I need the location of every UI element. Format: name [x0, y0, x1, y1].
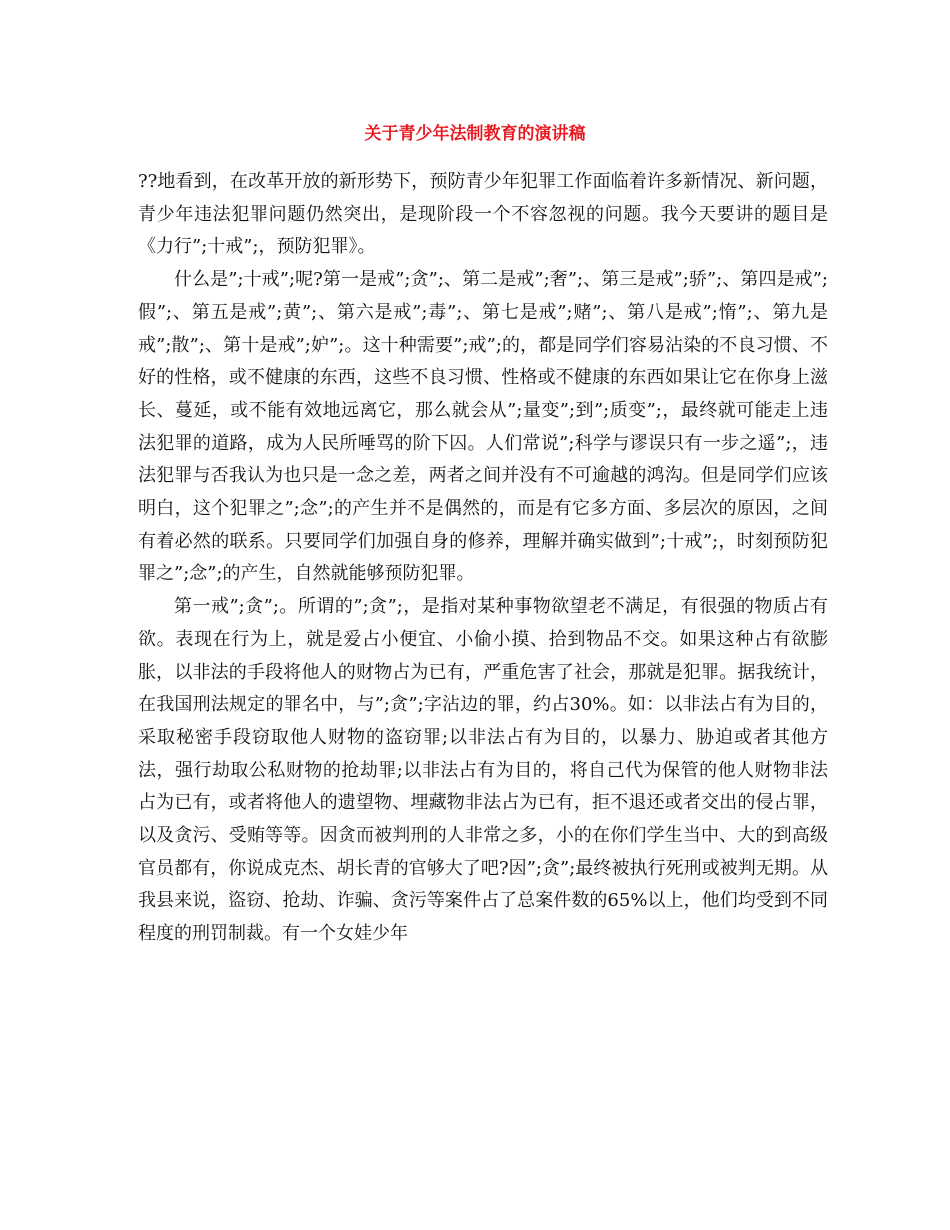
document-body — [138, 166, 828, 951]
paragraph-2: 什么是”;十戒”;呢?第一是戒”;贪”;、第二是戒”;奢”;、第三是戒”;骄”;、第四是戒”;假”;、第五是戒”;黄”;、第六是戒”;毒”;、第七是戒”;赌”;、第八是戒”;惰”;、第九是戒”;散”;、第十是戒”;妒”;。这十种需要”;戒”;的，都是同学们容易沾染的不良习惯、不好的性格，或不健康的东西，这些不良习惯、性格或不健康的东西如果让它在你身上滋长、蔓延，或不能有效地远离它，那么就会从”;量变”;到”;质变”;，最终就可能走上违法犯罪的道路，成为人民所唾骂的阶下囚。人们常说”;科学与谬误只有一步之遥”;，违法犯罪与否我认为也只是一念之差，两者之间并没有不可逾越的鸿沟。但是同学们应该明白，这个犯罪之”;念”;的产生并不是偶然的，而是有它多方面、多层次的原因，之间有着必然的联系。只要同学们加强自身的修养，理解并确实做到”;十戒”;，时刻预防犯罪之”;念”;的产生，自然就能够预防犯罪。 — [138, 269, 828, 585]
page-title: 关于青少年法制教育的演讲稿 — [364, 124, 586, 144]
paragraph-3: 第一戒”;贪”;。所谓的”;贪”;，是指对某种事物欲望老不满足，有很强的物质占有欲。表现在行为上，就是爱占小便宜、小偷小摸、拾到物品不交。如果这种占有欲膨胀，以非法的手段将他人的财物占为已有，严重危害了社会，那就是犯罪。据我统计，在我国刑法规定的罪名中，与”;贪”;字沾边的罪，约占30%。如：以非法占有为目的，采取秘密手段窃取他人财物的盗窃罪;以非法占有为目的，以暴力、胁迫或者其他方法，强行劫取公私财物的抢劫罪;以非法占有为目的，将自己代为保管的他人财物非法占为已有，或者将他人的遗望物、埋藏物非法占为已有，拒不退还或者交出的侵占罪，以及贪污、受贿等等。因贪而被判刑的人非常之多，小的在你们学生当中、大的到高级官员都有，你说成克杰、胡长青的官够大了吧?因”;贪”;最终被执行死刑或被判无期。从我县来说，盜窃、抢劫、诈骗、贪污等案件占了总案件数的65%以上，他们均受到不同程度的刑罚制裁。有一个女娃少年 — [138, 596, 828, 945]
paragraph-1: ??地看到，在改革开放的新形势下，预防青少年犯罪工作面临着许多新情况、新问题，青少年违法犯罪问题仍然突出，是现阶段一个不容忽视的问题。我今天要讲的题目是《力行”;十戒”;，预防犯罪》。 — [138, 171, 828, 258]
